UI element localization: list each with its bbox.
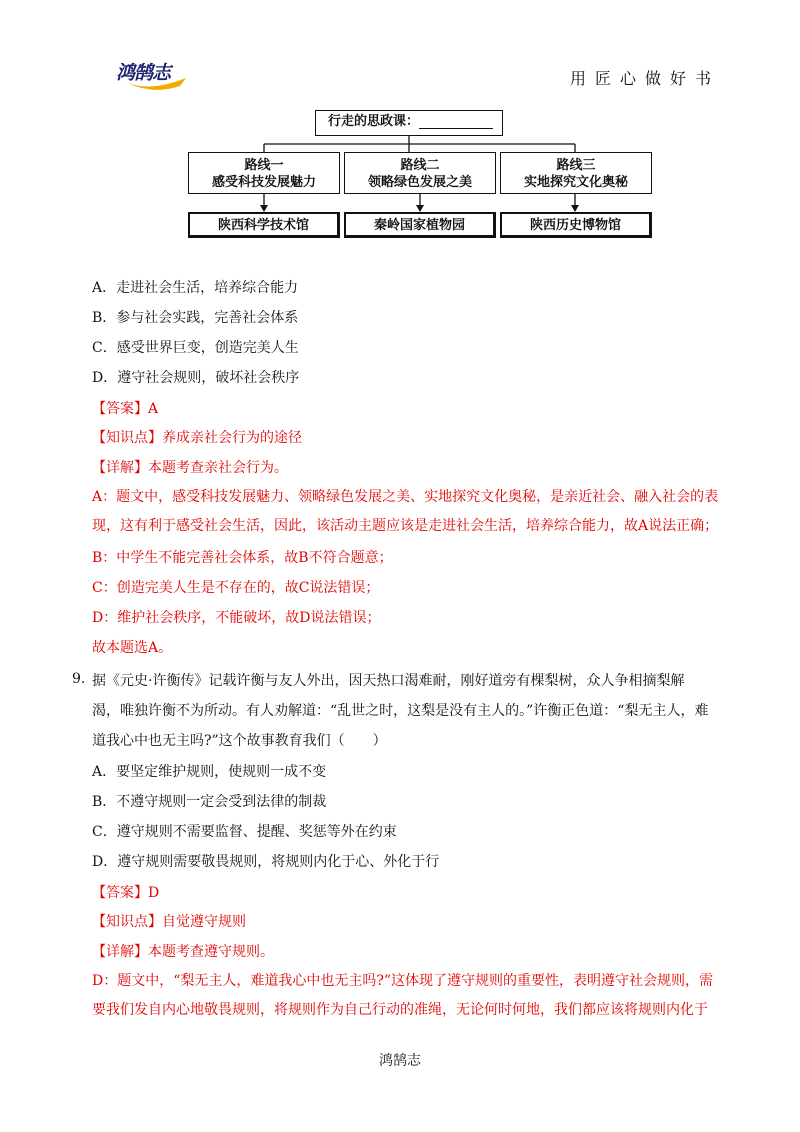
q8-answer-line xyxy=(92,399,158,419)
q8-conclusion: 故本题选A。 xyxy=(92,640,173,656)
route-title: 路线二 xyxy=(400,158,440,173)
q9-option-d: D．遵守规则需要敬畏规则，将规则内化于心、外化于行 xyxy=(92,854,440,870)
diagram-title-box xyxy=(315,110,503,136)
answer-value: D xyxy=(148,885,160,901)
logo-text: 鸿鹄志 xyxy=(116,62,171,84)
route-subtitle: 实地探究文化奥秘 xyxy=(523,175,628,190)
q8-option-d: D．遵守社会规则，破坏社会秩序 xyxy=(92,370,300,386)
q8-explanation-b: B：中学生不能完善社会体系，故B不符合题意； xyxy=(92,550,393,566)
place-box-1: 陕西科学技术馆 xyxy=(188,212,340,238)
q8-explanation-d: D：维护社会秩序，不能破坏，故D说法错误； xyxy=(92,610,381,626)
q9-explanation-d: D：题文中，“梨无主人，难道我心中也无主吗?”这体现了遵守规则的重要性，表明遵守社会规则，需要我们发自内心地敬畏规则，将规则作为自己行动的准绳，无论何时何地，我们都应该将规则内化于 xyxy=(92,973,714,1018)
place-box-2: 秦岭国家植物园 xyxy=(344,212,496,238)
header-slogan: 用匠心做好书 xyxy=(570,69,721,88)
knowledge-label: 【知识点】 xyxy=(92,430,162,446)
q8-explanation-c: C：创造完美人生是不存在的，故C说法错误； xyxy=(92,580,380,596)
q8-knowledge-line xyxy=(92,428,302,448)
q9-knowledge-line xyxy=(92,912,246,932)
answer-label: 【答案】 xyxy=(92,401,148,417)
route-title: 路线三 xyxy=(556,158,596,173)
q8-option-b: B．参与社会实践，完善社会体系 xyxy=(92,310,299,326)
detail-value: 本题考查亲社会行为。 xyxy=(148,460,288,476)
route-box-1 xyxy=(188,152,340,194)
q8-explanation-a: A：题文中，感受科技发展魅力、领略绿色发展之美、实地探究文化奥秘，是亲近社会、融入社会的表现，这有利于感受社会生活，因此，该活动主题应该是走进社会生活，培养综合能力，故A说法正确； xyxy=(92,489,719,534)
answer-blank xyxy=(419,114,493,129)
q8-detail-line xyxy=(92,458,288,478)
route-box-2 xyxy=(344,152,496,194)
q9-option-c: C．遵守规则不需要监督、提醒、奖惩等外在约束 xyxy=(92,824,397,840)
route-title: 路线一 xyxy=(244,158,284,173)
route-subtitle: 感受科技发展魅力 xyxy=(211,175,316,190)
diagram-title: 行走的思政课： xyxy=(328,114,420,129)
knowledge-label: 【知识点】 xyxy=(92,914,162,930)
detail-label: 【详解】 xyxy=(92,460,148,476)
q9-stem: 据《元史·许衡传》记载许衡与友人外出，因天热口渴难耐，刚好道旁有棵梨树，众人争相摘梨解渴，唯独许衡不为所动。有人劝解道：“乱世之时，这梨是没有主人的。”许衡正色道：“梨无主人，难道我心中也无主吗?”这个故事教育我们（ ） xyxy=(92,673,709,749)
q9-number: 9. xyxy=(72,671,86,687)
route-box-3 xyxy=(500,152,652,194)
place-box-3: 陕西历史博物馆 xyxy=(500,212,652,238)
answer-value: A xyxy=(148,401,159,417)
q9-detail-line xyxy=(92,942,274,962)
q8-option-c: C．感受世界巨变，创造完美人生 xyxy=(92,340,299,356)
route-subtitle: 领略绿色发展之美 xyxy=(367,175,472,190)
page-footer: 鸿鹄志 xyxy=(379,1053,421,1069)
answer-label: 【答案】 xyxy=(92,885,148,901)
detail-label: 【详解】 xyxy=(92,944,148,960)
q9-option-a: A．要坚定维护规则，使规则一成不变 xyxy=(92,764,327,780)
knowledge-value: 自觉遵守规则 xyxy=(162,914,246,930)
knowledge-value: 养成亲社会行为的途径 xyxy=(162,430,302,446)
q8-option-a: A．走进社会生活，培养综合能力 xyxy=(92,280,299,296)
detail-value: 本题考查遵守规则。 xyxy=(148,944,274,960)
q9-option-b: B．不遵守规则一定会受到法律的制裁 xyxy=(92,794,327,810)
q9-answer-line xyxy=(92,883,159,903)
